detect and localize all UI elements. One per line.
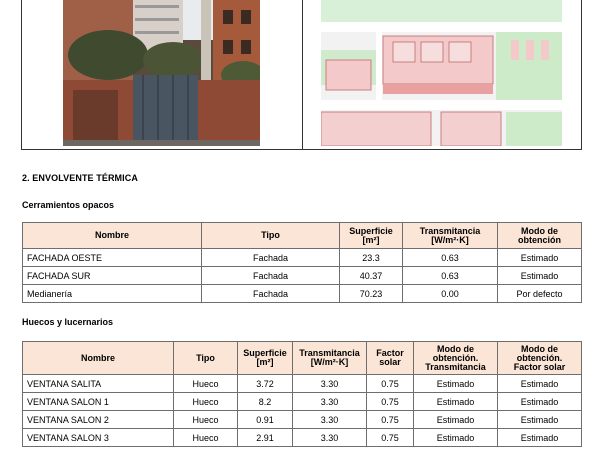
cell-modo-transmitancia: Estimado	[414, 429, 498, 447]
cell-transmitancia: 3.30	[293, 375, 367, 393]
cell-superficie: 3.72	[238, 375, 293, 393]
opacos-table	[22, 222, 582, 303]
table-header-row	[23, 342, 582, 375]
cell-nombre: Medianería	[23, 285, 202, 303]
cell-factor-solar: 0.75	[367, 393, 414, 411]
cell-nombre: VENTANA SALON 1	[23, 393, 174, 411]
table-row	[23, 267, 582, 285]
cell-transmitancia: 3.30	[293, 411, 367, 429]
cell-transmitancia: 3.30	[293, 429, 367, 447]
col-header-transmitancia: Transmitancia [W/m²·K]	[293, 342, 367, 375]
col-header-superficie: Superficie [m²]	[340, 223, 403, 249]
opacos-title: Cerramientos opacos	[22, 200, 115, 210]
col-header-factor-solar: Factor solar	[367, 342, 414, 375]
cell-nombre: FACHADA SUR	[23, 267, 202, 285]
col-header-modo-factor-solar: Modo de obtención. Factor solar	[498, 342, 582, 375]
cell-transmitancia: 0.63	[403, 249, 498, 267]
cell-modo-factor-solar: Estimado	[498, 375, 582, 393]
cell-superficie: 0.91	[238, 411, 293, 429]
cell-modo-factor-solar: Estimado	[498, 393, 582, 411]
cell-factor-solar: 0.75	[367, 375, 414, 393]
cell-tipo: Hueco	[174, 393, 238, 411]
table-row	[23, 429, 582, 447]
cell-transmitancia: 3.30	[293, 393, 367, 411]
table-header-row	[23, 223, 582, 249]
col-header-transmitancia: Transmitancia [W/m²·K]	[403, 223, 498, 249]
cell-tipo: Fachada	[202, 285, 340, 303]
cell-superficie: 40.37	[340, 267, 403, 285]
cell-modo-transmitancia: Estimado	[414, 411, 498, 429]
cell-nombre: VENTANA SALITA	[23, 375, 174, 393]
cell-tipo: Fachada	[202, 267, 340, 285]
huecos-title: Huecos y lucernarios	[22, 317, 114, 327]
site-map	[321, 0, 562, 146]
cell-superficie: 2.91	[238, 429, 293, 447]
cell-nombre: FACHADA OESTE	[23, 249, 202, 267]
cell-factor-solar: 0.75	[367, 411, 414, 429]
cell-transmitancia: 0.00	[403, 285, 498, 303]
col-header-superficie: Superficie [m²]	[238, 342, 293, 375]
col-header-nombre: Nombre	[23, 223, 202, 249]
cell-transmitancia: 0.63	[403, 267, 498, 285]
cell-modo: Por defecto	[498, 285, 582, 303]
table-row	[23, 249, 582, 267]
cell-superficie: 23.3	[340, 249, 403, 267]
cell-nombre: VENTANA SALON 3	[23, 429, 174, 447]
cell-nombre: VENTANA SALON 2	[23, 411, 174, 429]
cell-superficie: 8.2	[238, 393, 293, 411]
col-header-tipo: Tipo	[174, 342, 238, 375]
cell-modo-transmitancia: Estimado	[414, 375, 498, 393]
cell-tipo: Hueco	[174, 375, 238, 393]
col-header-tipo: Tipo	[202, 223, 340, 249]
cell-modo: Estimado	[498, 267, 582, 285]
col-header-modo: Modo de obtención	[498, 223, 582, 249]
building-photo	[63, 0, 260, 146]
cell-tipo: Hueco	[174, 429, 238, 447]
cell-modo-factor-solar: Estimado	[498, 429, 582, 447]
table-row	[23, 411, 582, 429]
col-header-nombre: Nombre	[23, 342, 174, 375]
table-row	[23, 375, 582, 393]
huecos-table	[22, 341, 582, 447]
cell-tipo: Hueco	[174, 411, 238, 429]
table-row	[23, 393, 582, 411]
cell-modo-factor-solar: Estimado	[498, 411, 582, 429]
cell-modo: Estimado	[498, 249, 582, 267]
cell-modo-transmitancia: Estimado	[414, 393, 498, 411]
cell-factor-solar: 0.75	[367, 429, 414, 447]
table-row	[23, 285, 582, 303]
cell-superficie: 70.23	[340, 285, 403, 303]
cell-tipo: Fachada	[202, 249, 340, 267]
col-header-modo-transmitancia: Modo de obtención. Transmitancia	[414, 342, 498, 375]
frame-divider	[302, 0, 303, 150]
section-title: 2. ENVOLVENTE TÉRMICA	[22, 173, 138, 183]
